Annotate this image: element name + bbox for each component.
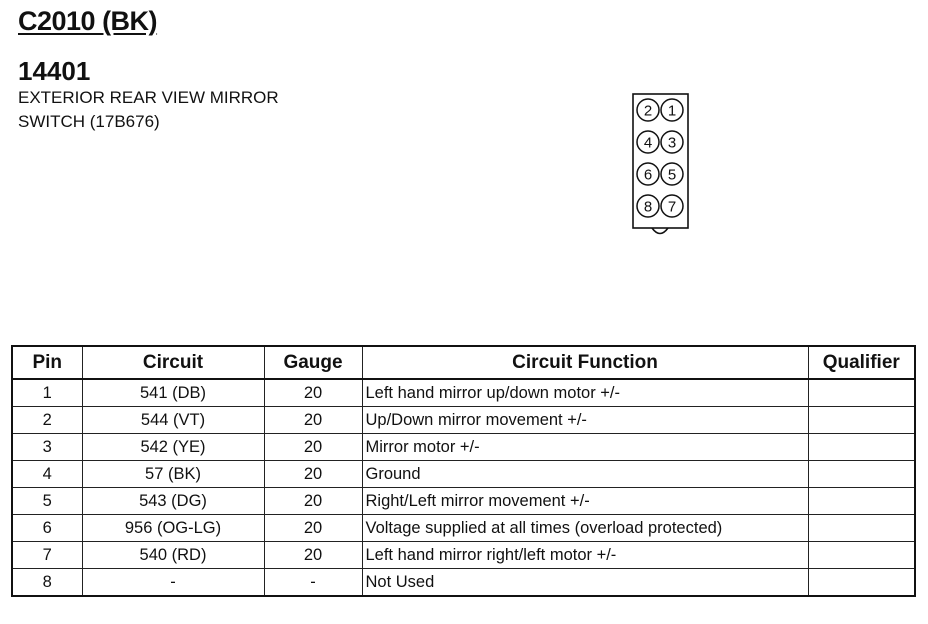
- connector-face-diagram: [632, 93, 694, 238]
- cell-gauge: 20: [264, 515, 362, 542]
- part-number: 14401: [18, 56, 91, 86]
- pin-8-label: 8: [643, 198, 653, 216]
- cell-function: Left hand mirror right/left motor +/-: [362, 542, 808, 569]
- cell-circuit: 57 (BK): [82, 461, 264, 488]
- cell-circuit: -: [82, 569, 264, 597]
- cell-pin: 7: [12, 542, 82, 569]
- cell-circuit: 540 (RD): [82, 542, 264, 569]
- cell-qualifier: [808, 569, 915, 597]
- pin-5-label: 5: [667, 166, 677, 184]
- pin-6-label: 6: [643, 166, 653, 184]
- pin-7-label: 7: [667, 198, 677, 216]
- cell-function: Right/Left mirror movement +/-: [362, 488, 808, 515]
- column-header-pin: Pin: [12, 346, 82, 379]
- cell-gauge: 20: [264, 407, 362, 434]
- cell-gauge: 20: [264, 379, 362, 407]
- pin-2-label: 2: [643, 102, 653, 120]
- table-row: [12, 515, 915, 542]
- table-row: [12, 461, 915, 488]
- cell-circuit: 956 (OG-LG): [82, 515, 264, 542]
- cell-qualifier: [808, 434, 915, 461]
- table-row: [12, 434, 915, 461]
- column-header-circuit: Circuit: [82, 346, 264, 379]
- cell-gauge: -: [264, 569, 362, 597]
- cell-pin: 2: [12, 407, 82, 434]
- cell-qualifier: [808, 542, 915, 569]
- cell-qualifier: [808, 379, 915, 407]
- cell-function: Up/Down mirror movement +/-: [362, 407, 808, 434]
- cell-pin: 4: [12, 461, 82, 488]
- cell-pin: 8: [12, 569, 82, 597]
- cell-circuit: 544 (VT): [82, 407, 264, 434]
- cell-gauge: 20: [264, 542, 362, 569]
- table-row: [12, 379, 915, 407]
- table-row: [12, 488, 915, 515]
- cell-function: Voltage supplied at all times (overload protected): [362, 515, 808, 542]
- cell-function: Left hand mirror up/down motor +/-: [362, 379, 808, 407]
- component-description-line-1: EXTERIOR REAR VIEW MIRROR: [18, 88, 279, 107]
- cell-qualifier: [808, 488, 915, 515]
- pin-3-label: 3: [667, 134, 677, 152]
- column-header-gauge: Gauge: [264, 346, 362, 379]
- table-header-row: [12, 346, 915, 379]
- cell-gauge: 20: [264, 461, 362, 488]
- cell-pin: 6: [12, 515, 82, 542]
- pin-1-label: 1: [667, 102, 677, 120]
- connector-locking-tab: [652, 228, 668, 234]
- cell-pin: 3: [12, 434, 82, 461]
- column-header-qualifier: Qualifier: [808, 346, 915, 379]
- cell-qualifier: [808, 515, 915, 542]
- pin-table: [11, 345, 916, 597]
- table-row: [12, 569, 915, 597]
- column-header-circuit-function: Circuit Function: [362, 346, 808, 379]
- cell-pin: 1: [12, 379, 82, 407]
- cell-function: Mirror motor +/-: [362, 434, 808, 461]
- connector-id-title: C2010 (BK): [18, 6, 158, 36]
- cell-circuit: 543 (DG): [82, 488, 264, 515]
- pin-4-label: 4: [643, 134, 653, 152]
- cell-function: Ground: [362, 461, 808, 488]
- cell-circuit: 542 (YE): [82, 434, 264, 461]
- cell-gauge: 20: [264, 488, 362, 515]
- cell-function: Not Used: [362, 569, 808, 597]
- cell-qualifier: [808, 461, 915, 488]
- cell-qualifier: [808, 407, 915, 434]
- component-description-line-2: SWITCH (17B676): [18, 112, 160, 131]
- cell-circuit: 541 (DB): [82, 379, 264, 407]
- table-row: [12, 407, 915, 434]
- cell-gauge: 20: [264, 434, 362, 461]
- table-row: [12, 542, 915, 569]
- cell-pin: 5: [12, 488, 82, 515]
